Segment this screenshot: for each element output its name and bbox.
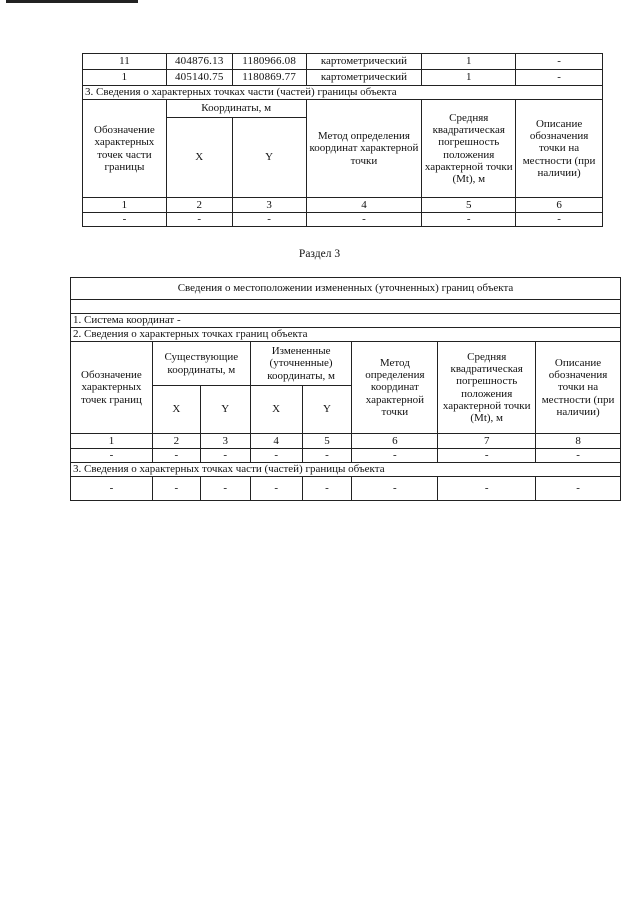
header-designation: Обозначение характерных точек границ: [71, 342, 153, 434]
table-cell: 404876.13: [166, 54, 232, 70]
table-cell: 1: [422, 54, 516, 70]
column-number: 7: [438, 434, 536, 449]
table-parts-coordinates: [82, 53, 603, 227]
header-description: Описание обозначения точки на местности (при наличии): [516, 100, 603, 198]
table-row: [83, 70, 603, 86]
table-cell: -: [516, 54, 603, 70]
spacer-row: [71, 300, 621, 314]
column-numbers-row: [71, 434, 621, 449]
table-cell: -: [200, 477, 250, 501]
header-error: Средняя квадратическая погрешность положения характерной точки (Mt), м: [422, 100, 516, 198]
table-cell: -: [83, 213, 167, 227]
table-cell: 1180869.77: [232, 70, 306, 86]
table-cell: -: [71, 449, 153, 463]
table-row: [71, 477, 621, 501]
column-number: 5: [422, 198, 516, 213]
column-number: 3: [232, 198, 306, 213]
column-number: 2: [166, 198, 232, 213]
table-cell: -: [422, 213, 516, 227]
parts-title: 3. Сведения о характерных точках части (частей) границы объекта: [71, 463, 621, 477]
table-cell: -: [516, 213, 603, 227]
header-y: Y: [200, 386, 250, 434]
table-cell: -: [352, 449, 438, 463]
header-method: Метод определения координат характерной точки: [306, 100, 422, 198]
table-cell: -: [438, 449, 536, 463]
table-row: [71, 449, 621, 463]
column-numbers-row: [83, 198, 603, 213]
table-cell: -: [152, 449, 200, 463]
header-method: Метод определения координат характерной точки: [352, 342, 438, 434]
column-number: 4: [250, 434, 302, 449]
table-cell: -: [302, 449, 352, 463]
table-cell: -: [352, 477, 438, 501]
table-cell: 1180966.08: [232, 54, 306, 70]
table-cell: -: [232, 213, 306, 227]
header-existing-coordinates: Существующие координаты, м: [152, 342, 250, 386]
column-number: 3: [200, 434, 250, 449]
column-number: 8: [536, 434, 621, 449]
table-cell: 1: [422, 70, 516, 86]
table-cell: -: [71, 477, 153, 501]
table-cell: 11: [83, 54, 167, 70]
table-cell: картометрический: [306, 54, 422, 70]
section-heading: Сведения о местоположении измененных (уточненных) границ объекта: [71, 278, 621, 300]
header-x: X: [166, 118, 232, 198]
table-cell: 405140.75: [166, 70, 232, 86]
column-number: 1: [83, 198, 167, 213]
coordinate-system: 1. Система координат -: [71, 314, 621, 328]
header-x: X: [250, 386, 302, 434]
column-number: 6: [516, 198, 603, 213]
header-coordinates: Координаты, м: [166, 100, 306, 118]
column-number: 4: [306, 198, 422, 213]
column-number: 2: [152, 434, 200, 449]
column-number: 1: [71, 434, 153, 449]
table-cell: -: [438, 477, 536, 501]
table-cell: -: [250, 449, 302, 463]
points-title: 2. Сведения о характерных точках границ объекта: [71, 328, 621, 342]
section-title: Раздел 3: [298, 248, 341, 260]
top-edge-mark: [6, 0, 138, 3]
table-cell: -: [302, 477, 352, 501]
header-description: Описание обозначения точки на местности (при наличии): [536, 342, 621, 434]
table-row: [83, 54, 603, 70]
header-designation: Обозначение характерных точек части границы: [83, 100, 167, 198]
table-cell: -: [152, 477, 200, 501]
table-cell: -: [516, 70, 603, 86]
table-cell: -: [200, 449, 250, 463]
table-changed-boundaries: [70, 277, 621, 501]
column-number: 6: [352, 434, 438, 449]
column-number: 5: [302, 434, 352, 449]
table-cell: -: [306, 213, 422, 227]
table-cell: -: [536, 477, 621, 501]
subsection-title: 3. Сведения о характерных точках части (частей) границы объекта: [83, 86, 603, 100]
header-error: Средняя квадратическая погрешность положения характерной точки (Mt), м: [438, 342, 536, 434]
table-cell: картометрический: [306, 70, 422, 86]
header-y: Y: [232, 118, 306, 198]
table-cell: -: [250, 477, 302, 501]
header-y: Y: [302, 386, 352, 434]
header-changed-coordinates: Измененные (уточненные) координаты, м: [250, 342, 352, 386]
table-cell: 1: [83, 70, 167, 86]
table-row: [83, 213, 603, 227]
header-x: X: [152, 386, 200, 434]
table-cell: -: [166, 213, 232, 227]
table-cell: -: [536, 449, 621, 463]
